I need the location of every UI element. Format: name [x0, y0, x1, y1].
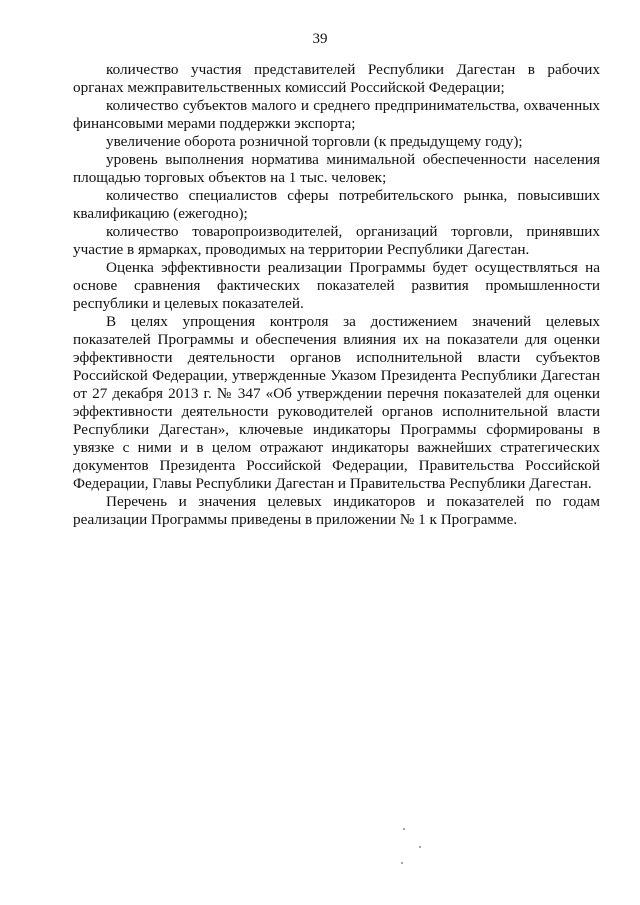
page-number: 39 — [312, 31, 328, 47]
paragraph: увеличение оборота розничной торговли (к предыдущему году); — [106, 133, 523, 150]
paragraph: Перечень и значения целевых индикаторов и показателей по годам реализации Программы приведены в приложении № 1 к Программе. — [73, 493, 600, 528]
paragraph: В целях упрощения контроля за достижением значений целевых показателей Программы и обеспечения влияния их на показатели для оценки эффективности деятельности органов исполнительной власти субъектов Российской Федерации, утвержденные Указом Президента Республики Дагестан от 27 декабря 2013 г. № 347 «Об утверждении перечня показателей для оценки эффективности деятельности руководителей органов исполнительной власти Республики Дагестан», ключевые индикаторы Программы сформированы в увязке с ними и в целом отражают индикаторы важнейших стратегических документов Президента Российской Федерации, Правительства Российской Федерации, Главы Республики Дагестан и Правительства Республики Дагестан. — [73, 313, 600, 492]
scan-speck — [403, 828, 405, 830]
scan-speck — [401, 862, 403, 864]
body-text — [73, 61, 600, 529]
paragraph: количество субъектов малого и среднего предпринимательства, охваченных финансовыми мерами поддержки экспорта; — [73, 97, 600, 132]
paragraph: количество специалистов сферы потребительского рынка, повысивших квалификацию (ежегодно); — [73, 187, 600, 222]
paragraph: количество участия представителей Республики Дагестан в рабочих органах межправительственных комиссий Российской Федерации; — [73, 61, 600, 96]
paragraph: Оценка эффективности реализации Программы будет осуществляться на основе сравнения фактических показателей развития промышленности республики и целевых показателей. — [73, 259, 600, 312]
paragraph: уровень выполнения норматива минимальной обеспеченности населения площадью торговых объектов на 1 тыс. человек; — [73, 151, 600, 186]
paragraph: количество товаропроизводителей, организаций торговли, принявших участие в ярмарках, проводимых на территории Республики Дагестан. — [73, 223, 600, 258]
scan-speck — [419, 846, 421, 848]
